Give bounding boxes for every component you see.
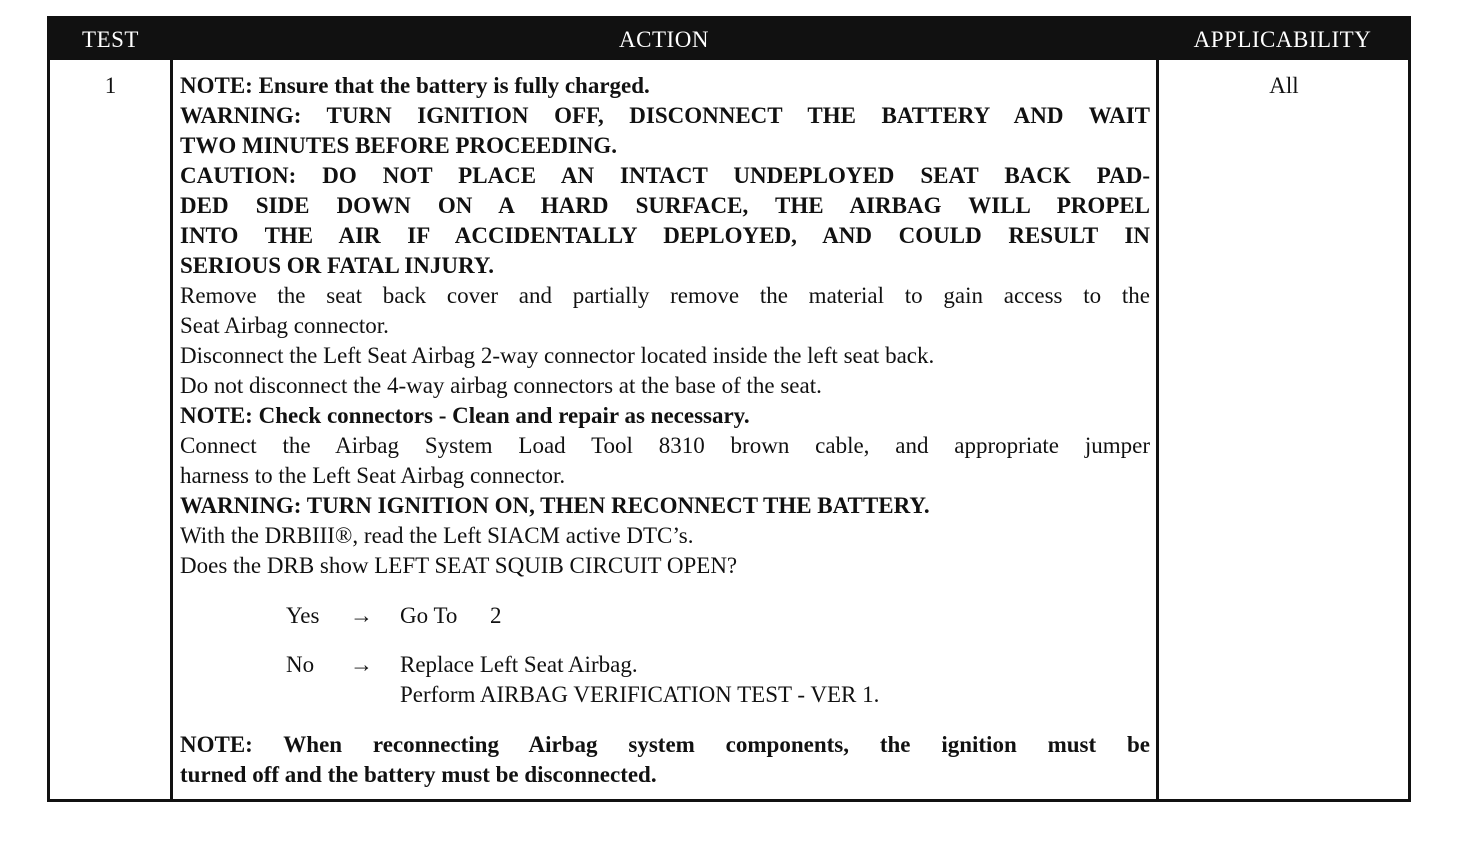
warning-ignition-off-line2: TWO MINUTES BEFORE PROCEEDING. xyxy=(180,133,618,158)
no-branch xyxy=(180,650,1150,680)
no-branch-continued xyxy=(180,680,1150,710)
step-connect-load-tool-line2: harness to the Left Seat Airbag connector. xyxy=(180,463,566,488)
step-do-not-disconnect: Do not disconnect the 4-way airbag connectors at the base of the seat. xyxy=(180,373,822,398)
step-disconnect-connector: Disconnect the Left Seat Airbag 2-way connector located inside the left seat back. xyxy=(180,343,935,368)
header-applicability: APPLICABILITY xyxy=(1193,27,1372,52)
action-cell xyxy=(180,71,1150,790)
note-check-connectors: NOTE: Check connectors - Clean and repair as necessary. xyxy=(180,403,750,428)
test-number: 1 xyxy=(104,73,117,98)
applicability-value: All xyxy=(1269,73,1299,98)
diagnostic-test-table xyxy=(47,16,1411,802)
step-remove-cover-line2: Seat Airbag connector. xyxy=(180,313,389,338)
question-squib-open: Does the DRB show LEFT SEAT SQUIB CIRCUIT OPEN? xyxy=(180,553,738,578)
no-arrow-icon: → xyxy=(350,652,373,677)
header-test: TEST xyxy=(82,27,139,52)
yes-branch xyxy=(180,601,1150,631)
no-result-line1: Replace Left Seat Airbag. xyxy=(400,652,638,677)
yes-target-test: 2 xyxy=(490,603,502,628)
step-remove-cover-line1: Remove the seat back cover and partially remove the material to gain access to the xyxy=(180,283,1150,308)
yes-result: Go To xyxy=(400,603,458,628)
column-divider-applicability xyxy=(1156,60,1159,799)
no-answer: No xyxy=(286,652,315,677)
caution-seat-back-line1: CAUTION: DO NOT PLACE AN INTACT UNDEPLOYED SEAT BACK PAD- xyxy=(180,163,1150,188)
no-result-line2: Perform AIRBAG VERIFICATION TEST - VER 1. xyxy=(400,682,880,707)
yes-answer: Yes xyxy=(286,603,320,628)
note-battery-charged: NOTE: Ensure that the battery is fully charged. xyxy=(180,73,650,98)
step-read-dtcs: With the DRBIII®, read the Left SIACM active DTC’s. xyxy=(180,523,694,548)
column-divider-test xyxy=(170,60,173,799)
step-connect-load-tool-line1: Connect the Airbag System Load Tool 8310 brown cable, and appropriate jumper xyxy=(180,433,1150,458)
final-note-line2: turned off and the battery must be disconnected. xyxy=(180,762,657,787)
table-header-row xyxy=(50,19,1408,60)
yes-arrow-icon: → xyxy=(350,603,373,628)
caution-seat-back-line3: INTO THE AIR IF ACCIDENTALLY DEPLOYED, AND COULD RESULT IN xyxy=(180,223,1150,248)
final-note-line1: NOTE: When reconnecting Airbag system components, the ignition must be xyxy=(180,732,1150,757)
header-action: ACTION xyxy=(619,27,709,52)
caution-seat-back-line4: SERIOUS OR FATAL INJURY. xyxy=(180,253,495,278)
warning-ignition-off-line1: WARNING: TURN IGNITION OFF, DISCONNECT THE BATTERY AND WAIT xyxy=(180,103,1150,128)
warning-ignition-on: WARNING: TURN IGNITION ON, THEN RECONNECT THE BATTERY. xyxy=(180,493,930,518)
caution-seat-back-line2: DED SIDE DOWN ON A HARD SURFACE, THE AIRBAG WILL PROPEL xyxy=(180,193,1150,218)
